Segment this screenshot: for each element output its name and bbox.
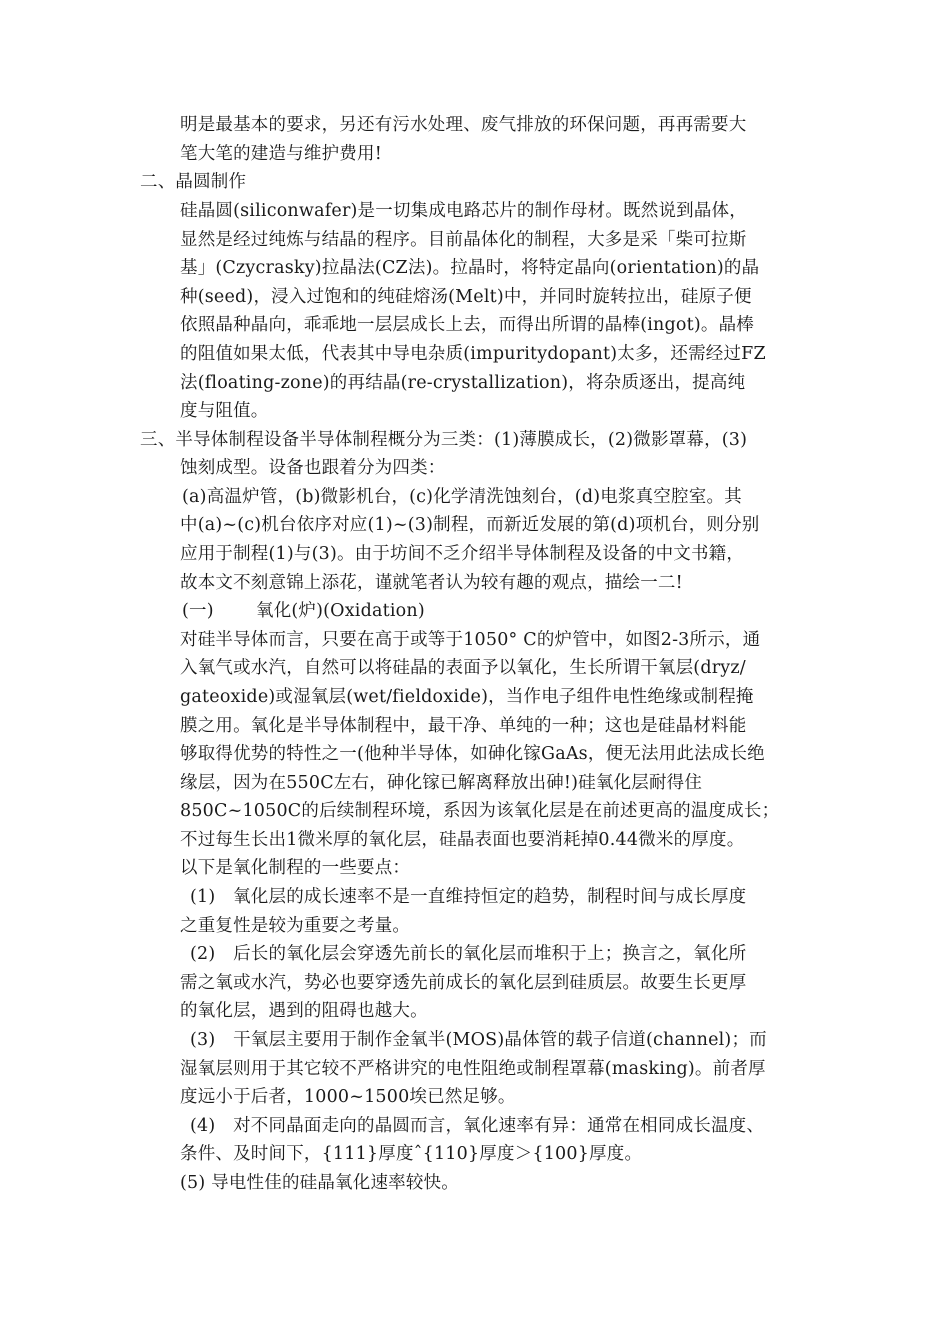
list-item: (1) 氧化层的成长速率不是一直维持恒定的趋势，制程时间与成长厚度 (190, 887, 747, 907)
section-heading: 二、晶圆制作 (140, 172, 247, 192)
text-line: 850C~1050C的后续制程环境，系因为该氧化层是在前述更高的温度成长； (180, 801, 780, 821)
list-item: (3) 干氧层主要用于制作金氧半(MOS)晶体管的载子信道(channel)；而 (190, 1030, 767, 1050)
text-line: 应用于制程(1)与(3)。由于坊间不乏介绍半导体制程及设备的中文书籍， (180, 544, 745, 564)
text-line: 故本文不刻意锦上添花，谨就笔者认为较有趣的观点，描绘一二! (180, 573, 683, 593)
text-line: 对硅半导体而言，只要在高于或等于1050° C的炉管中，如图2-3所示，通 (180, 630, 761, 650)
text-line: 种(seed)，浸入过饱和的纯硅熔汤(Melt)中，并同时旋转拉出，硅原子便 (180, 287, 752, 307)
text-line: 依照晶种晶向，乖乖地一层层成长上去，而得出所谓的晶棒(ingot)。晶棒 (180, 315, 754, 335)
text-line: 基」(Czycrasky)拉晶法(CZ法)。拉晶时，将特定晶向(orientation)的晶 (180, 258, 760, 278)
text-line: 笔大笔的建造与维护费用! (180, 144, 382, 164)
section-heading: 三、半导体制程设备半导体制程概分为三类：(1)薄膜成长，(2)微影罩幕，(3) (140, 430, 748, 450)
text-line: 入氧气或水汽，自然可以将硅晶的表面予以氧化，生长所谓干氧层(dryz/ (180, 658, 746, 678)
text-line: 膜之用。氧化是半导体制程中，最干净、单纯的一种；这也是硅晶材料能 (180, 716, 747, 736)
text-line: 不过每生长出1微米厚的氧化层，硅晶表面也要消耗掉0.44微米的厚度。 (180, 830, 745, 850)
text-line: 蚀刻成型。设备也跟着分为四类： (180, 458, 446, 478)
text-line: 的阻值如果太低，代表其中导电杂质(impuritydopant)太多，还需经过FZ (180, 344, 766, 364)
text-line: 法(floating-zone)的再结晶(re-crystallization)，将杂质逐出，提高纯 (180, 373, 746, 393)
text-line: 湿氧层则用于其它较不严格讲究的电性阻绝或制程罩幕(masking)。前者厚 (180, 1059, 766, 1079)
text-line: 显然是经过纯炼与结晶的程序。目前晶体化的制程，大多是采「柴可拉斯 (180, 230, 747, 250)
text-line: 够取得优势的特性之一(他种半导体，如砷化镓GaAs，便无法用此法成长绝 (180, 744, 765, 764)
subsection-title: 氧化(炉)(Oxidation) (256, 601, 425, 621)
list-item: (4) 对不同晶面走向的晶圆而言，氧化速率有异：通常在相同成长温度、 (190, 1116, 765, 1136)
text-line: 之重复性是较为重要之考量。 (180, 916, 411, 936)
text-line: 明是最基本的要求，另还有污水处理、废气排放的环保问题，再再需要大 (180, 115, 747, 135)
text-line: 硅晶圆(siliconwafer)是一切集成电路芯片的制作母材。既然说到晶体， (180, 201, 747, 221)
text-line: 以下是氧化制程的一些要点： (180, 858, 411, 878)
text-line: 条件、及时间下，{111}厚度ˆ{110}厚度＞{100}厚度。 (180, 1144, 643, 1164)
text-line: 度与阻值。 (180, 401, 269, 421)
text-line: 度远小于后者，1000~1500埃已然足够。 (180, 1087, 516, 1107)
text-line: 需之氧或水汽，势必也要穿透先前成长的氧化层到硅质层。故要生长更厚 (180, 973, 747, 993)
text-line: gateoxide)或湿氧层(wet/fieldoxide)，当作电子组件电性绝缘或制程掩 (180, 687, 754, 707)
subsection-number: (一) (182, 601, 214, 621)
text-line: 缘层，因为在550C左右，砷化镓已解离释放出砷!)硅氧化层耐得住 (180, 773, 703, 793)
list-item: (5) 导电性佳的硅晶氧化速率较快。 (180, 1173, 459, 1193)
text-line: 的氧化层，遇到的阻碍也越大。 (180, 1001, 428, 1021)
text-line: 中(a)~(c)机台依序对应(1)~(3)制程，而新近发展的第(d)项机台，则分别 (180, 515, 760, 535)
text-line: (a)高温炉管，(b)微影机台，(c)化学清洗蚀刻台，(d)电浆真空腔室。其 (182, 487, 742, 507)
list-item: (2) 后长的氧化层会穿透先前长的氧化层而堆积于上；换言之，氧化所 (190, 944, 747, 964)
